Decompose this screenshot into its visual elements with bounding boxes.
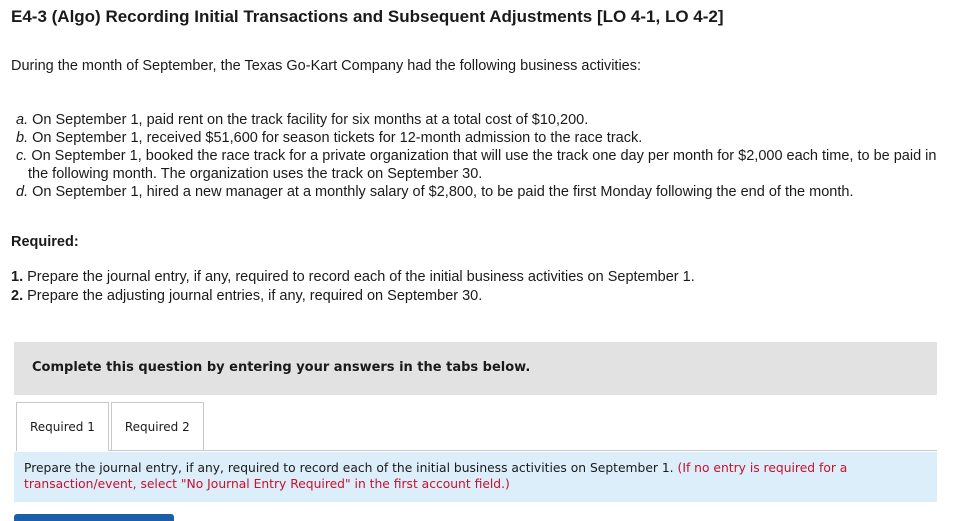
instruction-text: Prepare the journal entry, if any, required to record each of the initial business activities on September 1. [24, 461, 674, 475]
activity-text: On September 1, hired a new manager at a monthly salary of $2,800, to be paid the first Monday following the end of the month. [32, 184, 854, 200]
required-item-1 [11, 268, 695, 287]
activity-text: On September 1, paid rent on the track facility for six months at a total cost of $10,200. [32, 112, 589, 128]
banner-text: Complete this question by entering your answers in the tabs below. [32, 360, 531, 375]
instruction-note: (If no entry is required for a transaction/event, select "No Journal Entry Required" in the first account field.) [24, 461, 848, 491]
tab-required-2[interactable]: Required 2 [111, 402, 204, 450]
activity-letter: a. [16, 112, 29, 128]
activity-item-b [16, 129, 951, 147]
activity-item-c [16, 147, 951, 183]
activity-item-d [16, 183, 951, 201]
tab-bar [16, 402, 206, 450]
activity-text: On September 1, booked the race track for a private organization that will use the track one day per month for $2,000 each time, to be paid in the following month. The organization uses the track on September 30. [28, 148, 937, 182]
activities-list [16, 111, 951, 201]
required-number: 2. [11, 288, 24, 304]
answer-button[interactable] [14, 514, 174, 521]
required-text: Prepare the adjusting journal entries, if any, required on September 30. [27, 288, 483, 304]
required-list [11, 268, 695, 306]
activity-letter: b. [16, 130, 29, 146]
required-text: Prepare the journal entry, if any, required to record each of the initial business activities on September 1. [27, 269, 695, 285]
tab-required-1[interactable]: Required 1 [16, 402, 109, 451]
instructions-banner [14, 342, 937, 395]
required-item-2 [11, 287, 695, 306]
activity-letter: c. [16, 148, 28, 164]
intro-text: During the month of September, the Texas Go-Kart Company had the following business activities: [11, 58, 642, 74]
required-heading: Required: [11, 234, 79, 250]
required-number: 1. [11, 269, 24, 285]
tab-divider [16, 450, 937, 451]
activity-letter: d. [16, 184, 29, 200]
activity-text: On September 1, received $51,600 for season tickets for 12-month admission to the race track. [32, 130, 643, 146]
activity-item-a [16, 111, 951, 129]
tab-instruction [14, 452, 937, 502]
page-title: E4-3 (Algo) Recording Initial Transactions and Subsequent Adjustments [LO 4-1, LO 4-2] [11, 7, 724, 26]
